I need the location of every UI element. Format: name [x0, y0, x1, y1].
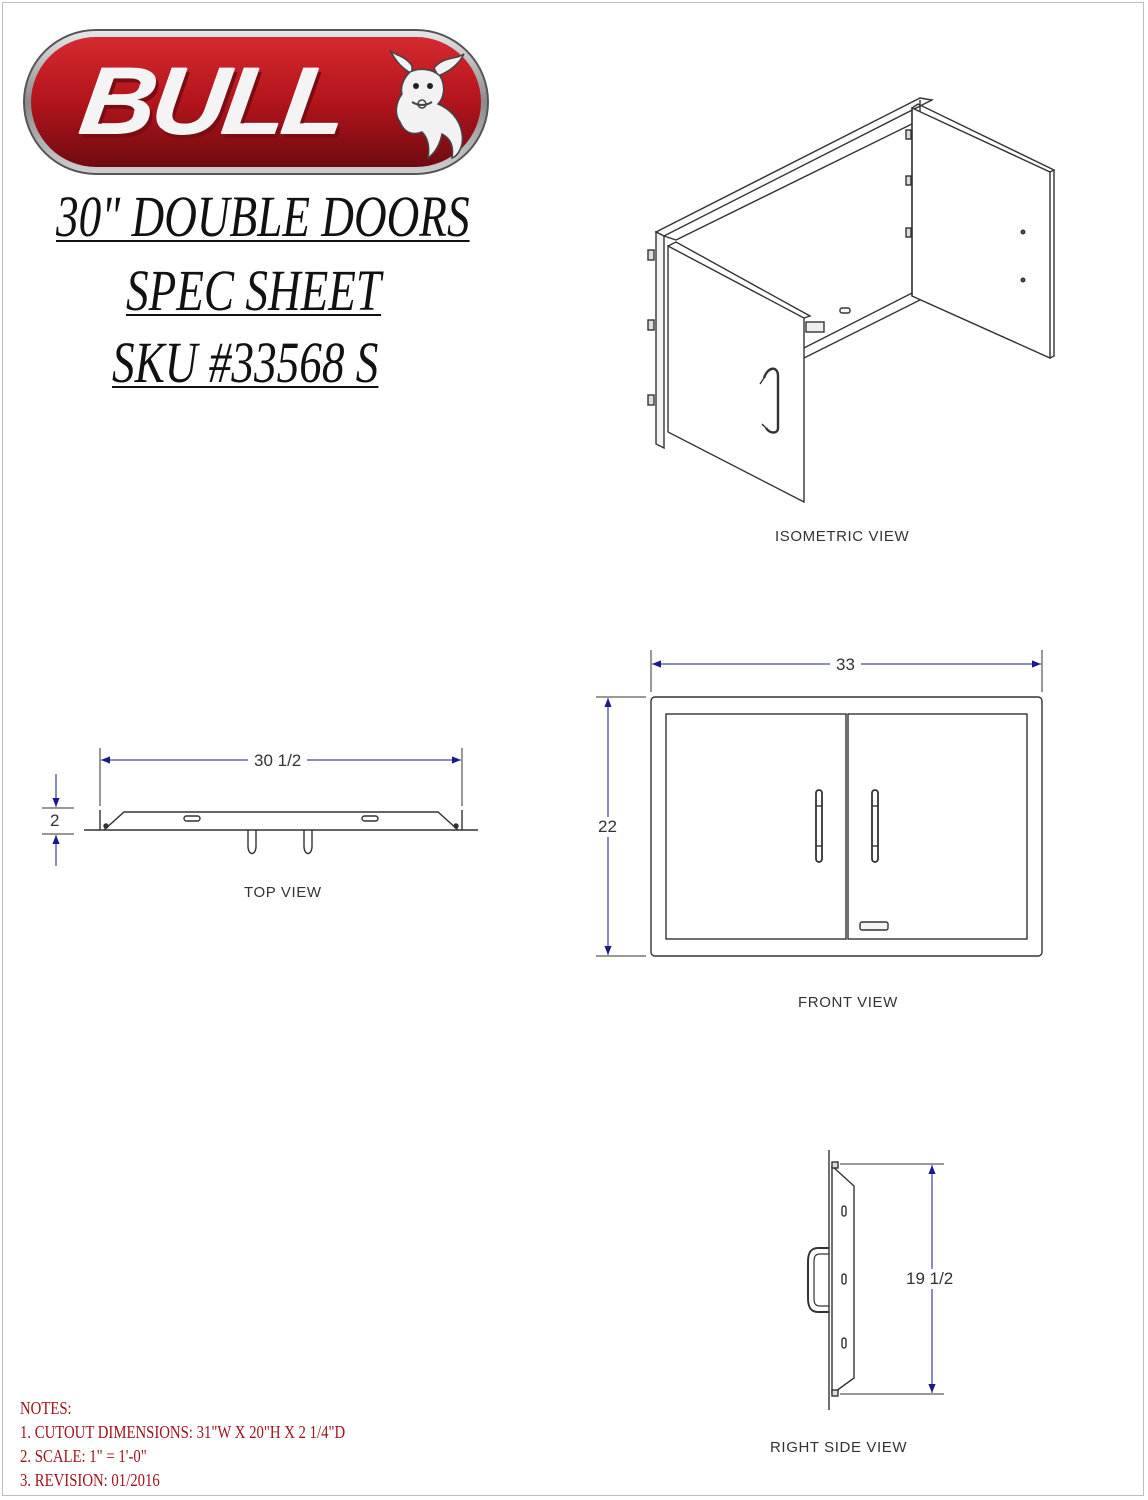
notes-block: [20, 1396, 345, 1492]
right-side-view-label: RIGHT SIDE VIEW: [770, 1439, 908, 1456]
note-item: 3. REVISION: 01/2016: [20, 1470, 160, 1490]
front-width-dimension: 33: [830, 655, 861, 675]
title-line-3: SKU #33568 S: [112, 330, 379, 395]
isometric-view-drawing: [648, 98, 1054, 502]
title-line-1: 30" DOUBLE DOORS: [56, 184, 470, 249]
notes-heading: NOTES:: [20, 1398, 72, 1418]
top-depth-dimension: 2: [44, 811, 65, 831]
isometric-view-label: ISOMETRIC VIEW: [775, 528, 910, 545]
logo-wordmark: BULL: [74, 48, 351, 156]
side-height-dimension: 19 1/2: [900, 1269, 959, 1289]
note-item: 2. SCALE: 1" = 1'-0": [20, 1446, 147, 1466]
top-width-dimension: 30 1/2: [248, 751, 307, 771]
note-item: 1. CUTOUT DIMENSIONS: 31"W X 20"H X 2 1/4"D: [20, 1422, 346, 1442]
title-line-2: SPEC SHEET: [126, 258, 382, 323]
front-view-label: FRONT VIEW: [798, 994, 898, 1011]
front-height-dimension: 22: [592, 817, 623, 837]
front-view-drawing: [596, 650, 1042, 956]
top-view-label: TOP VIEW: [244, 884, 322, 901]
